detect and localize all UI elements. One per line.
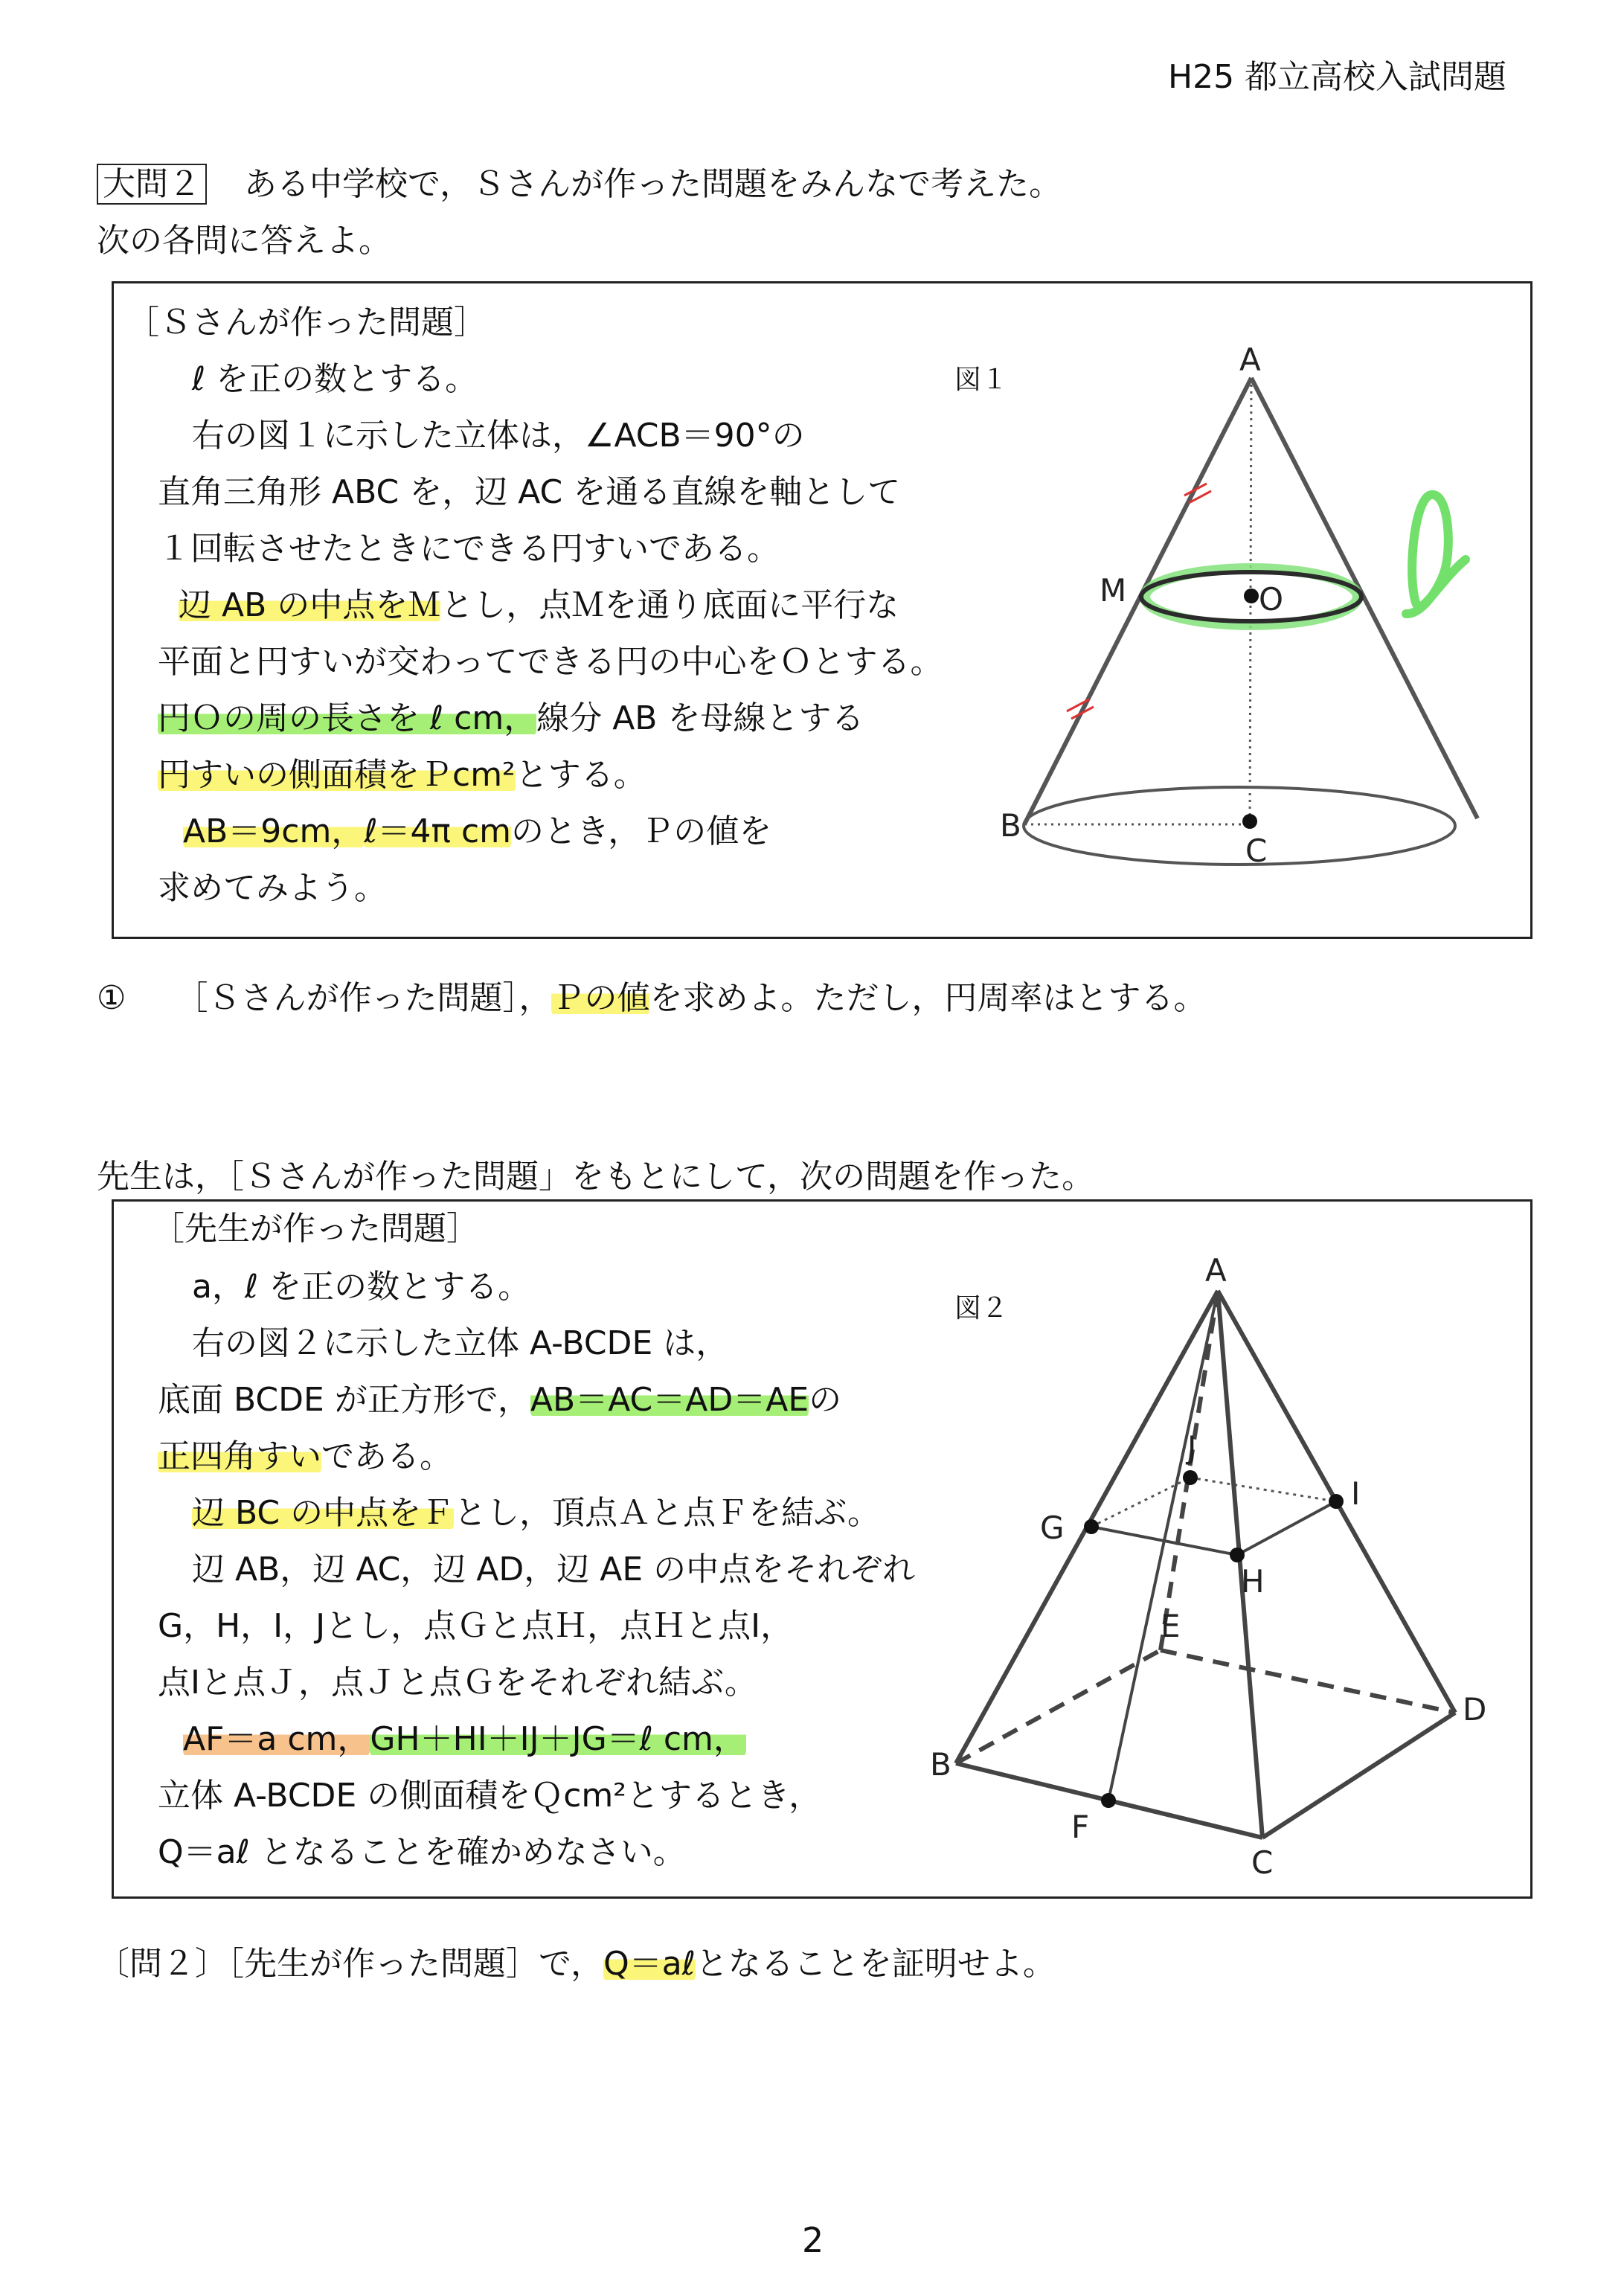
label-g2: G <box>1040 1510 1065 1546</box>
page-number: 2 <box>802 2220 824 2260</box>
label-c2: C <box>1251 1844 1274 1881</box>
point-h <box>1230 1548 1245 1562</box>
question-2-post: となることを証明せよ。 <box>695 1945 1056 1983</box>
label-j2: J <box>1187 1429 1197 1466</box>
s-problem-line10: 求めてみよう。 <box>158 869 387 907</box>
point-c <box>1242 814 1257 829</box>
label-b2: B <box>930 1746 951 1783</box>
teacher-problem-line8: 点Iと点Ｊ，点Ｊと点Ｇをそれぞれ結ぶ。 <box>158 1664 757 1702</box>
pyramid-points <box>1084 1470 1344 1808</box>
label-d2: D <box>1463 1691 1487 1728</box>
s-problem-line5 <box>179 586 899 624</box>
highlight-circumference: 円Ｏの周の長さを ℓ cm， <box>158 699 537 737</box>
highlight-midpoint-f: 辺 BC の中点をＦ <box>192 1494 455 1532</box>
teacher-problem-line6: 辺 AB，辺 AC，辺 AD，辺 AE の中点をそれぞれ <box>192 1551 916 1588</box>
question-2-sub <box>97 1945 1056 1983</box>
question1-post: を求めよ。ただし，円周率はとする。 <box>649 979 1207 1017</box>
label-f2: F <box>1071 1809 1090 1845</box>
s-problem-line3: 直角三角形 ABC を，辺 AC を通る直線を軸として <box>158 473 901 511</box>
teacher-problem-line3-pre: 底面 BCDE が正方形で， <box>158 1381 530 1419</box>
question1 <box>97 979 1207 1017</box>
point-g <box>1084 1519 1099 1534</box>
teacher-problem-line5-post: とし，頂点Ａと点Ｆを結ぶ。 <box>454 1494 880 1532</box>
teacher-problem-line4 <box>158 1437 452 1475</box>
s-problem-line8-rest: とする。 <box>515 756 646 794</box>
question-label: 大問２ <box>97 164 207 205</box>
hidden-edges <box>956 1291 1455 1763</box>
teacher-problem-line3 <box>158 1381 842 1419</box>
point-f <box>1101 1793 1116 1808</box>
teacher-problem-line1: a，ℓ を正の数とする。 <box>192 1268 531 1306</box>
teacher-problem-line2: 右の図２に示した立体 A-BCDE は， <box>192 1324 729 1362</box>
label-b: B <box>1000 807 1021 844</box>
s-problem-title: ［Ｓさんが作った問題］ <box>126 304 487 341</box>
s-problem-line9-rest: のとき，Ｐの値を <box>511 812 772 850</box>
question-2-pre: 〔問２〕［先生が作った問題］で， <box>97 1945 604 1983</box>
s-problem-line4: １回転させたときにできる円すいである。 <box>158 530 780 568</box>
highlight-l-value: ℓ＝4π cm <box>364 812 512 850</box>
figure2-label: 図２ <box>954 1293 1009 1324</box>
question1-pre: ［Ｓさんが作った問題］， <box>175 979 552 1017</box>
teacher-problem-line10: 立体 A-BCDE の側面積をＱcm²とするとき， <box>158 1777 822 1815</box>
point-o <box>1244 589 1259 603</box>
highlight-square-pyramid: 正四角すい <box>158 1437 321 1475</box>
teacher-problem-line3-post: の <box>809 1381 842 1419</box>
figure1-cone <box>989 327 1510 893</box>
figure2-pyramid <box>930 1250 1510 1882</box>
l-annotation <box>1406 495 1466 614</box>
highlight-equal-edges: AB＝AC＝AD＝AE <box>530 1381 809 1419</box>
s-problem-line9 <box>183 812 772 850</box>
s-problem-line7-rest: 線分 AB を母線とする <box>536 699 864 737</box>
highlight-af: AF＝a cm， <box>183 1720 370 1758</box>
s-problem-line6: 平面と円すいが交わってできる円の中心をＯとする。 <box>158 643 943 681</box>
highlight-p-value: Ｐの値 <box>551 979 650 1017</box>
s-problem-line8 <box>158 756 646 794</box>
s-problem-line2: 右の図１に示した立体は，∠ACB＝90°の <box>192 417 805 455</box>
question1-number: ① <box>97 979 126 1017</box>
label-m: M <box>1100 572 1127 609</box>
hidden-section-edges <box>1091 1478 1336 1527</box>
label-c: C <box>1245 833 1268 869</box>
cone-base-ellipse <box>1024 787 1455 865</box>
teacher-intro: 先生は，［Ｓさんが作った問題」をもとにして，次の問題を作った。 <box>97 1158 1095 1196</box>
s-problem-line1: ℓ を正の数とする。 <box>192 360 478 398</box>
s-problem-line7 <box>158 699 864 737</box>
cone-slant-right <box>1251 378 1477 818</box>
section-edges <box>1091 1291 1336 1800</box>
point-i <box>1329 1494 1344 1509</box>
teacher-problem-line11: Q＝aℓ となることを確かめなさい。 <box>158 1833 686 1871</box>
teacher-problem-line5 <box>192 1494 880 1532</box>
exam-title: H25 都立高校入試問題 <box>1168 58 1507 96</box>
teacher-problem-line4-post: である。 <box>321 1437 452 1475</box>
teacher-problem-line7: G，H，I，Jとし，点Ｇと点Ｈ，点Ｈと点I， <box>158 1607 794 1645</box>
question-intro <box>97 165 1062 203</box>
label-a2: A <box>1205 1252 1227 1289</box>
label-a: A <box>1239 341 1261 378</box>
figure1-label: 図１ <box>954 365 1009 395</box>
highlight-perimeter: GH＋HI＋IJ＋JG＝ℓ cm， <box>370 1720 746 1758</box>
teacher-problem-title: ［先生が作った問題］ <box>152 1210 479 1248</box>
highlight-ab-length: AB＝9cm， <box>183 812 365 850</box>
question-intro-line1: ある中学校で，Ｓさんが作った問題をみんなで考えた。 <box>244 165 1062 203</box>
cone-slant-left <box>1024 378 1251 824</box>
teacher-problem-line9 <box>183 1720 746 1758</box>
highlight-lateral-area: 円すいの側面積をＰcm² <box>158 756 516 794</box>
highlight-midpoint-m: 辺 AB の中点をＭ <box>179 586 441 624</box>
point-j <box>1183 1470 1198 1485</box>
question-intro-line2: 次の各問に答えよ。 <box>97 222 391 260</box>
label-h2: H <box>1241 1563 1265 1600</box>
s-problem-line5-rest: とし，点Ｍを通り底面に平行な <box>440 586 899 624</box>
label-o: O <box>1259 581 1284 618</box>
highlight-q-al: Q＝aℓ <box>603 1945 696 1983</box>
label-e2: E <box>1161 1608 1181 1644</box>
label-i2: I <box>1351 1475 1361 1512</box>
